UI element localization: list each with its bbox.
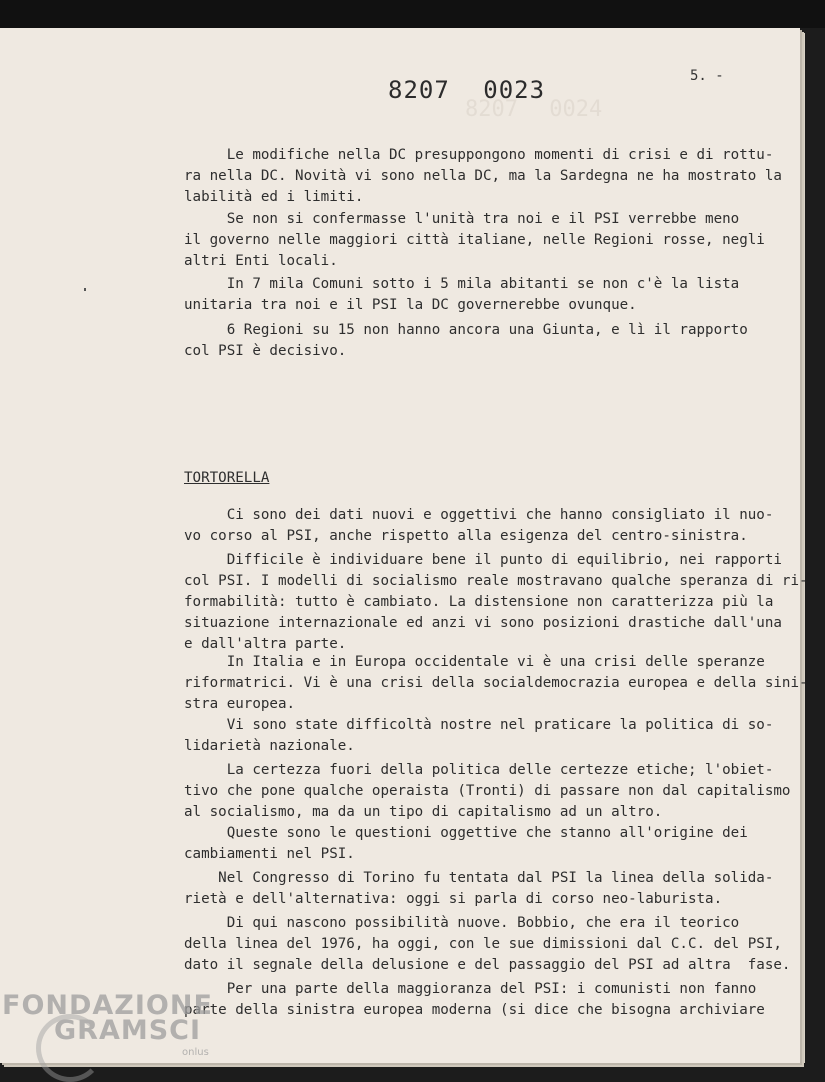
paragraph: Se non si confermasse l'unità tra noi e il PSI verrebbe meno il governo nelle maggiori città italiane, nelle Regioni rosse, negli altri Enti locali.	[184, 211, 765, 269]
fondazione-gramsci-watermark	[2, 990, 213, 1058]
paragraph: Vi sono state difficoltà nostre nel praticare la politica di so- lidarietà nazionale.	[184, 717, 774, 754]
scanner-background	[0, 0, 825, 28]
paper-speck	[84, 288, 86, 291]
watermark-logo-icon	[36, 1014, 104, 1082]
watermark-line2: GRAMSCI	[54, 1015, 202, 1046]
paragraph: La certezza fuori della politica delle certezze etiche; l'obiet- tivo che pone qualche operaista (Tronti) di passare non dal capitalismo al socialismo, ma da un tipo di capitalismo ad un altro.	[184, 762, 791, 820]
page-number: 5. -	[690, 68, 724, 84]
watermark-line1: FONDAZIONE	[2, 990, 213, 1021]
paragraph: Di qui nascono possibilità nuove. Bobbio, che era il teorico della linea del 1976, ha oggi, con le sue dimissioni dal C.C. del PSI, dato il segnale della delusione e del passaggio del PSI ad altra fase.	[184, 915, 791, 973]
paragraph: In Italia e in Europa occidentale vi è una crisi delle speranze riformatrici. Vi è una crisi della socialdemocrazia europea e della sini- stra europea.	[184, 654, 808, 712]
paragraph: Per una parte della maggioranza del PSI: i comunisti non fanno parte della sinistra europea moderna (si dice che bisogna archiviare	[184, 981, 765, 1018]
paragraph: In 7 mila Comuni sotto i 5 mila abitanti se non c'è la lista unitaria tra noi e il PSI la DC governerebbe ovunque.	[184, 276, 740, 313]
watermark-sub: onlus	[182, 1047, 209, 1058]
paragraph: Queste sono le questioni oggettive che stanno all'origine dei cambiamenti nel PSI.	[184, 825, 748, 862]
section-heading: TORTORELLA	[184, 470, 270, 486]
paragraph: Ci sono dei dati nuovi e oggettivi che hanno consigliato il nuo- vo corso al PSI, anche rispetto alla esigenza del centro-sinistra.	[184, 507, 774, 544]
paragraph: Difficile è individuare bene il punto di equilibrio, nei rapporti col PSI. I modelli di socialismo reale mostravano qualche speranza di ri- formabilità: tutto è cambiato. La distensione non caratterizza più la situazione internazionale ed anzi vi sono posizioni drastiche dall'una e dall'altra parte.	[184, 552, 808, 652]
paragraph: Le modifiche nella DC presuppongono momenti di crisi e di rottu- ra nella DC. Novità vi sono nella DC, ma la Sardegna ne ha mostrato la labilità ed i limiti.	[184, 147, 782, 205]
bleed-through-number: 8207 0024	[465, 97, 603, 122]
paragraph: Nel Congresso di Torino fu tentata dal PSI la linea della solida- rietà e dell'alternativa: oggi si parla di corso neo-laburista.	[184, 870, 774, 907]
paragraph: 6 Regioni su 15 non hanno ancora una Giunta, e lì il rapporto col PSI è decisivo.	[184, 322, 748, 359]
document-number: 8207 0023	[388, 76, 546, 104]
